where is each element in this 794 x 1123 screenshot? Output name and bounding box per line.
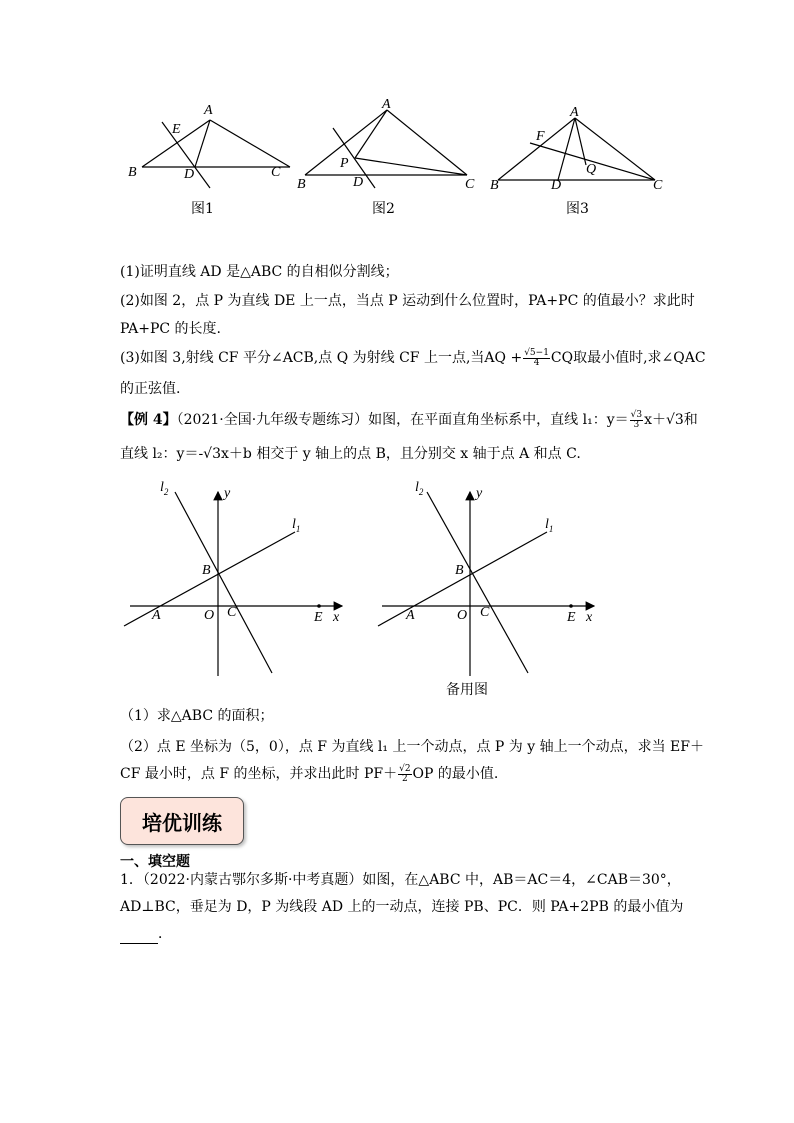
fig3-label-a: A	[570, 105, 579, 120]
fig2-label-p: P	[340, 156, 349, 171]
problem-1-line3	[120, 924, 172, 944]
graph2-label-y: y	[476, 486, 483, 501]
example-4-line1	[120, 410, 698, 430]
graph2-label-l2	[415, 480, 423, 497]
graph1-label-a: A	[152, 608, 161, 623]
fig3-caption: 图3	[566, 201, 589, 217]
graph1-label-l1-sub: 1	[295, 523, 301, 534]
part-2-text-line2: PA+PC 的长度.	[120, 321, 222, 337]
fig3-label-c: C	[653, 178, 663, 193]
fig2-line-pa	[355, 110, 387, 158]
graph1-label-l1-main: l	[292, 517, 296, 532]
fig1-label-e: E	[172, 122, 181, 137]
section-box-training: 培优训练	[120, 797, 244, 845]
graph2-label-l1	[545, 517, 553, 534]
graph2-label-e: E	[567, 610, 576, 625]
graph1-label-l2	[160, 480, 168, 497]
problem-1-line2: AD⊥BC，垂足为 D，P 为线段 AD 上的一动点，连接 PB、PC．则 PA+2PB 的最小值为	[120, 899, 684, 915]
figure-3	[490, 100, 670, 200]
fig3-label-d: D	[551, 178, 562, 193]
fig2-label-d: D	[353, 175, 364, 190]
graph1-label-o: O	[204, 608, 215, 623]
graph1-label-y: y	[224, 486, 231, 501]
graph1-line-l2	[175, 492, 272, 673]
problem-1-period: ．	[158, 926, 172, 942]
graph2-label-b: B	[455, 563, 464, 578]
question-2-fraction-den: 2	[401, 773, 408, 784]
graph2-line-l2	[427, 492, 528, 673]
fig2-caption: 图2	[372, 201, 395, 217]
fig1-label-d: D	[184, 167, 195, 182]
figure-2	[295, 100, 485, 200]
graph2-label-l1-main: l	[545, 517, 549, 532]
fig2-label-b: B	[297, 177, 306, 192]
question-2-text-a: CF 最小时，点 F 的坐标，并求出此时 PF＋	[120, 766, 398, 782]
graph2-label-l2-main: l	[415, 480, 419, 495]
problem-1-line1: 1．（2022·内蒙古鄂尔多斯·中考真题）如图，在△ABC 中，AB＝AC＝4，∠CAB＝30°，	[120, 872, 681, 888]
question-2-text-line1: （2）点 E 坐标为（5，0），点 F 为直线 l₁ 上一个动点，点 P 为 y 轴上一个动点，求当 EF＋	[120, 739, 704, 755]
coordinate-graph-2	[372, 480, 602, 685]
fig3-side-ab	[498, 118, 575, 180]
graph1-label-e: E	[314, 610, 323, 625]
question-2-text-line2	[120, 764, 498, 784]
graph1-label-x: x	[333, 610, 340, 625]
fig1-label-c: C	[271, 165, 281, 180]
fig1-line-ad	[195, 120, 210, 167]
fig1-label-a: A	[204, 103, 213, 118]
example-4-fraction-den: 3	[633, 419, 640, 430]
graph2-label-x: x	[586, 610, 593, 625]
question-2-text-b: OP 的最小值.	[412, 766, 499, 782]
part-3-fraction-num: √5−1	[524, 347, 549, 358]
fig1-side-ac	[210, 120, 290, 167]
part-3-text-b: CQ取最小值时,求∠QAC	[550, 350, 706, 366]
part-3-text-line2: 的正弦值.	[120, 381, 181, 397]
fig2-line-pc	[355, 158, 467, 175]
fig3-label-f: F	[536, 129, 545, 144]
graph1-label-c: C	[227, 605, 237, 620]
graph1-label-l2-main: l	[160, 480, 164, 495]
graph2-label-l1-sub: 1	[548, 523, 554, 534]
part-2-text-line1: (2)如图 2，点 P 为直线 DE 上一点，当点 P 运动到什么位置时，PA+PC 的值最小？求此时	[120, 293, 695, 309]
fig3-label-b: B	[490, 178, 499, 193]
part-3-text-a: (3)如图 3,射线 CF 平分∠ACB,点 Q 为射线 CF 上一点,当AQ +	[120, 350, 523, 366]
graph1-label-l1	[292, 517, 300, 534]
answer-blank[interactable]	[120, 929, 158, 944]
graph2-label-c: C	[480, 605, 490, 620]
coordinate-graph-1	[120, 480, 350, 685]
question-2-fraction	[398, 765, 411, 784]
part-3-fraction-den: 4	[533, 357, 540, 368]
question-2-fraction-num: √2	[399, 763, 411, 774]
example-4-line2: 直线 l₂：y＝-√3x＋b 相交于 y 轴上的点 B，且分别交 x 轴于点 A 和点 C.	[120, 446, 581, 462]
graph1-label-l2-sub: 2	[163, 486, 169, 497]
fig1-label-b: B	[128, 165, 137, 180]
graph1-point-e	[317, 604, 321, 608]
fig3-label-q: Q	[586, 162, 597, 177]
question-1-text: （1）求△ABC 的面积；	[120, 708, 274, 724]
fig3-line-ad	[558, 118, 575, 180]
fig2-label-c: C	[465, 177, 475, 192]
example-4-tag: 【例 4】	[120, 412, 177, 428]
spare-graph-caption: 备用图	[446, 682, 488, 698]
graph2-label-l2-sub: 2	[418, 486, 424, 497]
graph2-point-e	[569, 604, 573, 608]
part-3-fraction	[523, 349, 550, 368]
graph1-label-b: B	[202, 563, 211, 578]
graph2-label-a: A	[406, 608, 415, 623]
example-4-tail: x＋√3和	[644, 412, 698, 428]
part-1-text: (1)证明直线 AD 是△ABC 的自相似分割线；	[120, 264, 399, 280]
fig2-label-a: A	[382, 97, 391, 112]
example-4-source: （2021·全国·九年级专题练习）如图，在平面直角坐标系中，直线 l₁：y＝	[176, 412, 629, 428]
graph2-label-o: O	[457, 608, 468, 623]
fig1-caption: 图1	[191, 201, 214, 217]
part-3-text-line1	[120, 348, 706, 368]
section-heading-fill-in: 一、填空题	[120, 854, 190, 870]
example-4-fraction-num: √3	[630, 409, 643, 420]
example-4-fraction	[630, 411, 643, 430]
